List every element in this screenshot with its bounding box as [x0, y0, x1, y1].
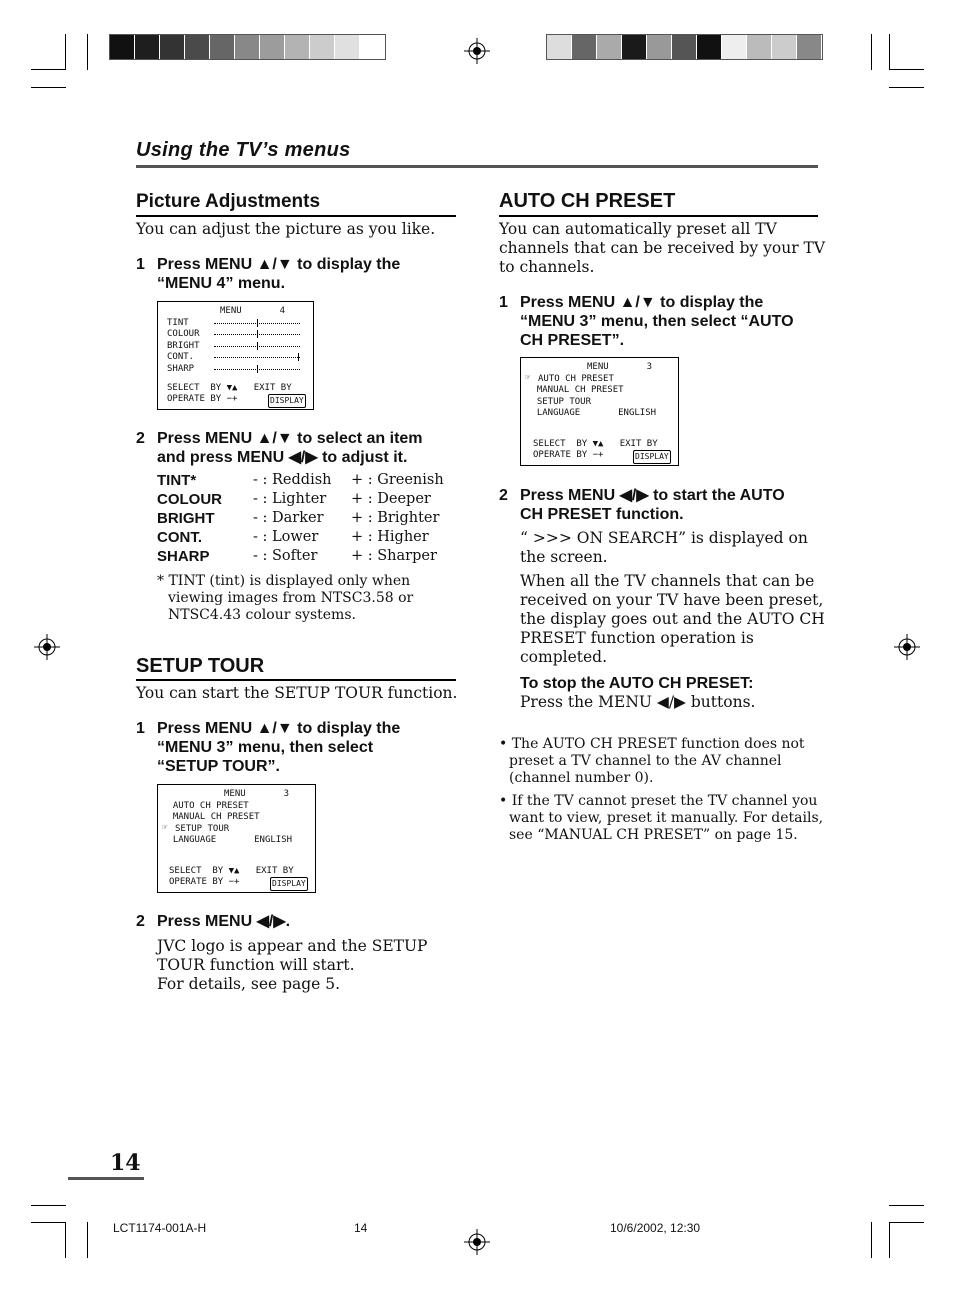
left-color-bar [109, 34, 386, 60]
header-rule [136, 165, 818, 168]
table-row [157, 472, 447, 491]
color-swatch [772, 35, 797, 59]
display-button-label: DISPLAY [633, 450, 671, 464]
screen-item: COLOUR [167, 329, 200, 339]
color-swatch [597, 35, 622, 59]
screen-item: LANGUAGE ENGLISH [526, 408, 657, 418]
auto-step-2 [499, 486, 785, 524]
screen-item: SETUP TOUR [526, 397, 592, 407]
step-line: “MENU 3” menu, then select “AUTO [520, 313, 794, 330]
page-number: 14 [110, 1150, 141, 1176]
note-line: NTSC4.43 colour systems. [168, 607, 356, 623]
screen-item: AUTO CH PRESET [162, 801, 249, 811]
minus-effect: - : Darker [253, 510, 324, 526]
tint-note [157, 573, 413, 624]
registration-mark-top [464, 38, 490, 64]
auto-intro [499, 220, 825, 277]
pointer-icon: ☞ [162, 823, 168, 833]
color-swatch [697, 35, 722, 59]
page-header-title: Using the TV’s menus [136, 139, 351, 161]
color-swatch [235, 35, 260, 59]
color-swatch [285, 35, 310, 59]
body-line: You can automatically preset all TV [499, 220, 777, 238]
slider-tint [214, 323, 300, 324]
table-row [157, 548, 447, 567]
color-swatch [672, 35, 697, 59]
slider-colour [214, 334, 300, 335]
step-number: 2 [136, 430, 145, 447]
screen-footer: SELECT BY ▼▲ EXIT BY [167, 383, 292, 393]
registration-mark-right [894, 634, 920, 660]
step-line: “SETUP TOUR”. [157, 758, 280, 775]
plus-effect: + : Brighter [351, 510, 440, 526]
plus-effect: + : Higher [351, 529, 429, 545]
screen-footer: OPERATE BY −+ [533, 450, 604, 460]
screen-item: MANUAL CH PRESET [162, 812, 260, 822]
color-swatch [647, 35, 672, 59]
step-line: Press MENU ◀/▶ to start the AUTO [520, 487, 785, 504]
step-number: 2 [136, 913, 145, 930]
adjust-item: TINT* [157, 472, 197, 489]
adjust-item: SHARP [157, 548, 210, 565]
plus-effect: + : Sharper [351, 548, 437, 564]
auto-ch-preset-title: AUTO CH PRESET [499, 190, 676, 212]
pointer-icon: ☞ [525, 373, 531, 383]
slider-bright [214, 346, 300, 347]
auto-bullet-2 [499, 793, 823, 844]
color-swatch [572, 35, 597, 59]
step-line: Press MENU ▲/▼ to display the [157, 720, 401, 737]
color-swatch [210, 35, 235, 59]
color-swatch [310, 35, 335, 59]
body-line: When all the TV channels that can be [520, 572, 815, 590]
step-line: “MENU 4” menu. [157, 275, 286, 292]
setup-intro: You can start the SETUP TOUR function. [136, 684, 458, 702]
adjustment-table [157, 472, 447, 567]
screen-footer: SELECT BY ▼▲ EXIT BY [533, 439, 658, 449]
step-line: and press MENU ◀/▶ to adjust it. [157, 449, 408, 466]
screen-item: BRIGHT [167, 341, 200, 351]
color-swatch [335, 35, 360, 59]
body-line: TOUR function will start. [157, 956, 355, 974]
minus-effect: - : Lower [253, 529, 319, 545]
step-line: Press MENU ▲/▼ to display the [520, 294, 764, 311]
minus-effect: - : Softer [253, 548, 318, 564]
step-line: CH PRESET function. [520, 506, 684, 523]
setup-title-rule [136, 679, 456, 681]
screen-item-selected: AUTO CH PRESET [538, 374, 614, 384]
note-line: (channel number 0). [509, 770, 654, 786]
adjust-item: CONT. [157, 529, 202, 546]
auto-menu3-screen [520, 357, 679, 466]
completion-text [520, 572, 825, 667]
screen-header: MENU 3 [587, 362, 653, 372]
setup-body [157, 937, 428, 994]
picture-step-2 [136, 429, 423, 467]
note-line: want to view, preset it manually. For details, [509, 810, 824, 826]
color-swatch [722, 35, 747, 59]
screen-footer: OPERATE BY −+ [167, 394, 238, 404]
screen-item: CONT. [167, 352, 195, 362]
auto-step-1 [499, 293, 794, 350]
body-line: the display goes out and the AUTO CH [520, 610, 825, 628]
picture-title-rule [136, 215, 456, 217]
screen-footer: OPERATE BY −+ [169, 877, 240, 887]
picture-step-1 [136, 255, 401, 293]
body-line: completed. [520, 648, 608, 666]
stop-title: To stop the AUTO CH PRESET: [520, 675, 754, 692]
color-swatch [797, 35, 822, 59]
picture-adjustments-title: Picture Adjustments [136, 191, 321, 212]
slider-cont [214, 357, 300, 358]
right-color-bar [546, 34, 823, 60]
screen-item: TINT [167, 318, 189, 328]
footer-page: 14 [354, 1221, 368, 1235]
step-line: Press MENU ▲/▼ to display the [157, 256, 401, 273]
screen-item: MANUAL CH PRESET [526, 385, 624, 395]
footer-date: 10/6/2002, 12:30 [610, 1221, 701, 1235]
color-swatch [160, 35, 185, 59]
step-line: Press MENU ▲/▼ to select an item [157, 430, 423, 447]
adjust-item: BRIGHT [157, 510, 215, 527]
step-line: “MENU 3” menu, then select [157, 739, 374, 756]
color-swatch [110, 35, 135, 59]
step-line: CH PRESET”. [520, 332, 625, 349]
color-swatch [360, 35, 385, 59]
body-line: the screen. [520, 548, 608, 566]
step-number: 1 [136, 256, 145, 273]
setup-menu3-screen [157, 784, 316, 893]
note-line: see “MANUAL CH PRESET” on page 15. [509, 827, 798, 843]
registration-mark-bottom [464, 1229, 490, 1255]
plus-effect: + : Deeper [351, 491, 431, 507]
note-line: • The AUTO CH PRESET function does not [499, 736, 805, 752]
body-line: JVC logo is appear and the SETUP [157, 937, 428, 955]
plus-effect: + : Greenish [351, 472, 444, 488]
stop-text: Press the MENU ◀/▶ buttons. [520, 693, 756, 711]
setup-tour-title: SETUP TOUR [136, 655, 265, 677]
auto-title-rule [499, 215, 818, 217]
display-button-label: DISPLAY [270, 877, 308, 891]
note-line: viewing images from NTSC3.58 or [168, 590, 414, 606]
table-row [157, 529, 447, 548]
color-swatch [747, 35, 772, 59]
note-line: preset a TV channel to the AV channel [509, 753, 782, 769]
step-number: 1 [499, 294, 508, 311]
slider-sharp [214, 369, 300, 370]
menu4-screen [157, 301, 314, 410]
screen-item: SHARP [167, 364, 195, 374]
table-row [157, 491, 447, 510]
body-line: For details, see page 5. [157, 975, 341, 993]
page-number-rule [68, 1177, 144, 1180]
setup-step-2: Press MENU ◀/▶. [157, 913, 291, 930]
body-line: channels that can be received by your TV [499, 239, 826, 257]
step-number: 1 [136, 720, 145, 737]
minus-effect: - : Lighter [253, 491, 327, 507]
note-line: * TINT (tint) is displayed only when [157, 573, 411, 589]
screen-header: MENU 4 [220, 306, 286, 316]
color-swatch [547, 35, 572, 59]
adjust-item: COLOUR [157, 491, 222, 508]
note-line: • If the TV cannot preset the TV channel you [499, 793, 818, 809]
color-swatch [185, 35, 210, 59]
minus-effect: - : Reddish [253, 472, 332, 488]
screen-header: MENU 3 [224, 789, 290, 799]
document-code: LCT1174-001A-H [113, 1221, 207, 1235]
auto-bullet-1 [499, 736, 805, 787]
table-row [157, 510, 447, 529]
screen-footer: SELECT BY ▼▲ EXIT BY [169, 866, 294, 876]
step-number: 2 [499, 487, 508, 504]
setup-step-1 [136, 719, 401, 776]
body-line: received on your TV have been preset, [520, 591, 824, 609]
search-text [520, 529, 808, 567]
screen-item: LANGUAGE ENGLISH [162, 835, 293, 845]
picture-intro: You can adjust the picture as you like. [136, 220, 436, 238]
body-line: “ >>> ON SEARCH” is displayed on [520, 529, 808, 547]
color-swatch [622, 35, 647, 59]
screen-item-selected: SETUP TOUR [175, 824, 230, 834]
color-swatch [135, 35, 160, 59]
display-button-label: DISPLAY [268, 394, 306, 408]
body-line: PRESET function operation is [520, 629, 754, 647]
color-swatch [260, 35, 285, 59]
registration-mark-left [34, 634, 60, 660]
body-line: to channels. [499, 258, 595, 276]
